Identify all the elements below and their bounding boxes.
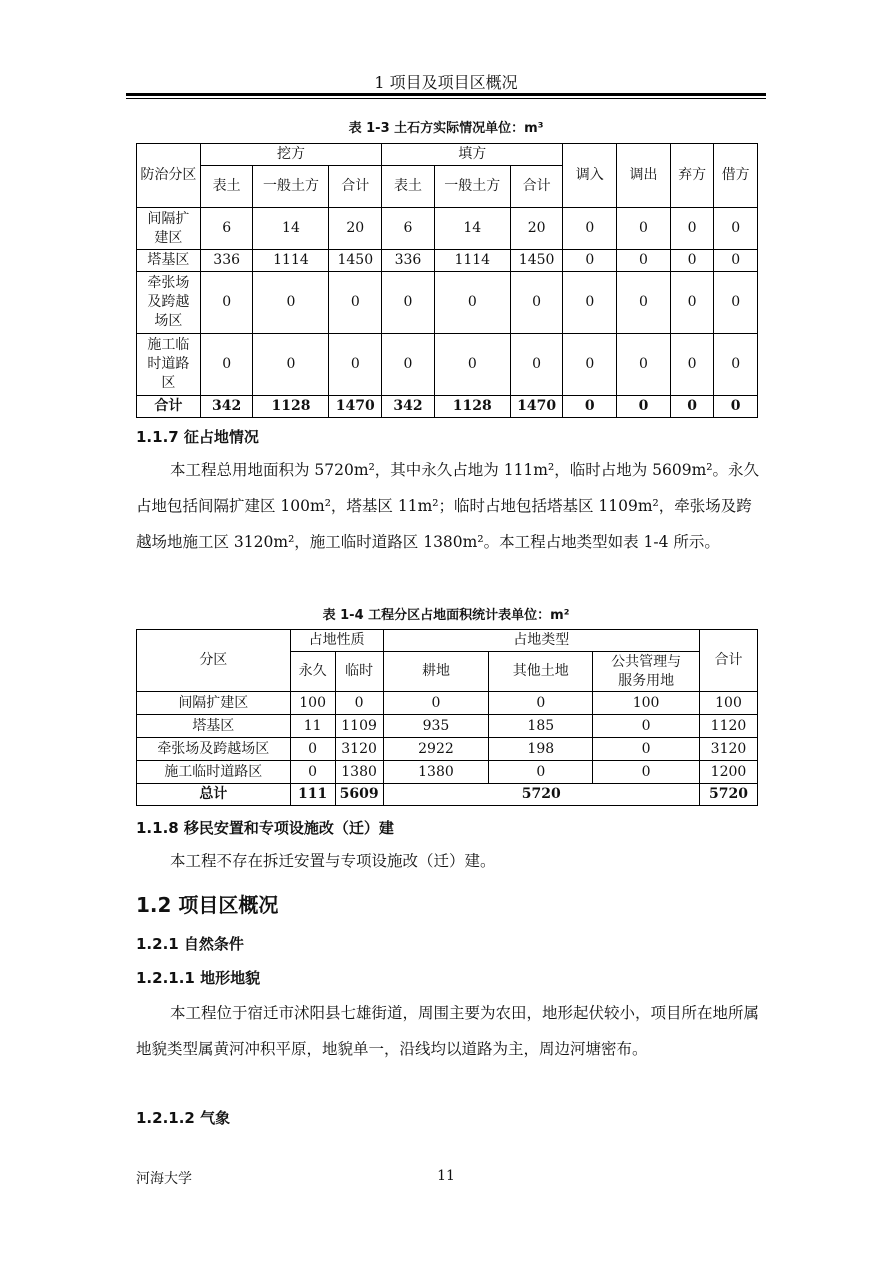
th-out: 调出 xyxy=(617,144,671,208)
table-cell: 14 xyxy=(253,208,329,250)
table-cell: 0 xyxy=(670,272,714,334)
table-cell: 0 xyxy=(670,334,714,396)
row-label: 间隔扩建区 xyxy=(137,692,291,715)
table-row xyxy=(137,334,758,396)
table-cell: 0 xyxy=(382,334,435,396)
table-cell: 20 xyxy=(510,208,563,250)
th-dig: 挖方 xyxy=(200,144,381,166)
table-cell: 0 xyxy=(489,761,593,784)
table-row xyxy=(137,738,758,761)
table-row xyxy=(137,761,758,784)
th-zone: 防治分区 xyxy=(137,144,201,208)
table-cell: 0 xyxy=(593,761,700,784)
table-cell: 1450 xyxy=(510,250,563,272)
table-cell: 0 xyxy=(290,738,335,761)
table-cell: 0 xyxy=(489,692,593,715)
table-cell: 0 xyxy=(563,272,617,334)
total-cell: 342 xyxy=(382,396,435,418)
table-cell: 1380 xyxy=(335,761,383,784)
table-cell: 0 xyxy=(200,334,253,396)
table-cell: 1114 xyxy=(434,250,510,272)
th-in: 调入 xyxy=(563,144,617,208)
table-cell: 0 xyxy=(200,272,253,334)
table-cell: 0 xyxy=(593,738,700,761)
table-cell: 0 xyxy=(714,208,758,250)
table-total-row xyxy=(137,396,758,418)
total-cell: 0 xyxy=(670,396,714,418)
header-rule-thick xyxy=(126,93,766,96)
th-total: 合计 xyxy=(699,630,757,692)
section-1-1-8-paragraph: 本工程不存在拆迁安置与专项设施改（迁）建。 xyxy=(170,852,496,870)
table-cell: 336 xyxy=(382,250,435,272)
table-cell: 0 xyxy=(714,250,758,272)
table-cell: 0 xyxy=(253,334,329,396)
table-cell: 336 xyxy=(200,250,253,272)
table-cell: 0 xyxy=(563,334,617,396)
table-cell: 1450 xyxy=(329,250,382,272)
section-1-2-1-2-heading: 1.2.1.2 气象 xyxy=(136,1109,231,1127)
table-cell: 20 xyxy=(329,208,382,250)
section-1-1-7-heading: 1.1.7 征占地情况 xyxy=(136,428,259,446)
table-cell: 0 xyxy=(670,250,714,272)
total-cell: 0 xyxy=(617,396,671,418)
table-cell: 100 xyxy=(290,692,335,715)
total-cell: 1128 xyxy=(253,396,329,418)
table-cell: 0 xyxy=(714,334,758,396)
total-label: 合计 xyxy=(137,396,201,418)
th-fill: 填方 xyxy=(382,144,563,166)
total-label: 总计 xyxy=(137,784,291,806)
total-cell: 1470 xyxy=(329,396,382,418)
table-cell: 0 xyxy=(510,334,563,396)
table-cell: 1114 xyxy=(253,250,329,272)
th-waste: 弃方 xyxy=(670,144,714,208)
table-cell: 6 xyxy=(200,208,253,250)
table-cell: 0 xyxy=(593,715,700,738)
table-cell: 2922 xyxy=(383,738,489,761)
table-cell: 0 xyxy=(617,208,671,250)
th-dig-subtotal: 合计 xyxy=(329,166,382,208)
table-cell: 0 xyxy=(434,334,510,396)
th-farmland: 耕地 xyxy=(383,652,489,692)
section-1-2-1-1-heading: 1.2.1.1 地形地貌 xyxy=(136,969,261,987)
section-1-1-7-paragraph: 本工程总用地面积为 5720m²，其中永久占地为 111m²，临时占地为 5609m²。永久占地包括间隔扩建区 100m²，塔基区 11m²；临时占地包括塔基区 1109m²，牵张场及跨越场地施工区 3120m²，施工临时道路区 1380m²。本工程占地类型如表 1-4 所示。 xyxy=(136,461,759,551)
row-label: 牵张场及跨越场区 xyxy=(137,272,201,334)
th-other-land: 其他土地 xyxy=(489,652,593,692)
table-row xyxy=(137,715,758,738)
total-cell: 5720 xyxy=(699,784,757,806)
total-cell: 5609 xyxy=(335,784,383,806)
th-nature: 占地性质 xyxy=(290,630,383,652)
table-cell: 6 xyxy=(382,208,435,250)
table-cell: 11 xyxy=(290,715,335,738)
table-cell: 100 xyxy=(699,692,757,715)
table-1-4 xyxy=(136,629,758,806)
table-cell: 0 xyxy=(617,250,671,272)
table-cell: 0 xyxy=(329,272,382,334)
table-row xyxy=(137,208,758,250)
th-public-land: 公共管理与服务用地 xyxy=(593,652,700,692)
th-zone: 分区 xyxy=(137,630,291,692)
table-1-4-caption: 表 1-4 工程分区占地面积统计表单位：m² xyxy=(322,608,570,623)
table-cell: 0 xyxy=(335,692,383,715)
table-cell: 1109 xyxy=(335,715,383,738)
total-cell: 5720 xyxy=(383,784,699,806)
table-cell: 935 xyxy=(383,715,489,738)
th-fill-topsoil: 表土 xyxy=(382,166,435,208)
page-number: 11 xyxy=(437,1168,455,1184)
row-label: 施工临时道路区 xyxy=(137,334,201,396)
th-fill-general: 一般土方 xyxy=(434,166,510,208)
total-cell: 111 xyxy=(290,784,335,806)
table-1-3 xyxy=(136,143,758,418)
total-cell: 342 xyxy=(200,396,253,418)
table-cell: 0 xyxy=(617,272,671,334)
th-dig-topsoil: 表土 xyxy=(200,166,253,208)
row-label: 间隔扩建区 xyxy=(137,208,201,250)
table-cell: 0 xyxy=(253,272,329,334)
total-cell: 0 xyxy=(714,396,758,418)
table-cell: 0 xyxy=(617,334,671,396)
table-cell: 0 xyxy=(434,272,510,334)
table-cell: 198 xyxy=(489,738,593,761)
table-cell: 0 xyxy=(510,272,563,334)
table-cell: 1200 xyxy=(699,761,757,784)
table-cell: 14 xyxy=(434,208,510,250)
table-cell: 100 xyxy=(593,692,700,715)
table-row xyxy=(137,250,758,272)
table-cell: 0 xyxy=(383,692,489,715)
table-cell: 0 xyxy=(563,208,617,250)
table-cell: 0 xyxy=(714,272,758,334)
row-label: 施工临时道路区 xyxy=(137,761,291,784)
th-type: 占地类型 xyxy=(383,630,699,652)
row-label: 牵张场及跨越场区 xyxy=(137,738,291,761)
table-cell: 0 xyxy=(290,761,335,784)
table-cell: 0 xyxy=(329,334,382,396)
th-permanent: 永久 xyxy=(290,652,335,692)
table-row xyxy=(137,272,758,334)
th-dig-general: 一般土方 xyxy=(253,166,329,208)
header-rule-thin xyxy=(126,98,766,99)
table-cell: 0 xyxy=(563,250,617,272)
section-1-2-heading: 1.2 项目区概况 xyxy=(136,893,279,917)
table-cell: 1120 xyxy=(699,715,757,738)
row-label: 塔基区 xyxy=(137,715,291,738)
table-cell: 3120 xyxy=(335,738,383,761)
table-cell: 185 xyxy=(489,715,593,738)
total-cell: 1470 xyxy=(510,396,563,418)
total-cell: 1128 xyxy=(434,396,510,418)
page-header: 1 项目及项目区概况 xyxy=(374,73,518,92)
table-cell: 3120 xyxy=(699,738,757,761)
footer-institution: 河海大学 xyxy=(136,1171,192,1187)
th-temporary: 临时 xyxy=(335,652,383,692)
total-cell: 0 xyxy=(563,396,617,418)
th-fill-subtotal: 合计 xyxy=(510,166,563,208)
section-1-2-1-1-paragraph: 本工程位于宿迁市沭阳县七雄街道，周围主要为农田，地形起伏较小，项目所在地所属地貌类型属黄河冲积平原，地貌单一，沿线均以道路为主，周边河塘密布。 xyxy=(136,1004,760,1058)
table-cell: 1380 xyxy=(383,761,489,784)
section-1-1-8-heading: 1.1.8 移民安置和专项设施改（迁）建 xyxy=(136,819,394,837)
table-1-3-caption: 表 1-3 土石方实际情况单位：m³ xyxy=(348,121,544,136)
table-cell: 0 xyxy=(382,272,435,334)
section-1-2-1-heading: 1.2.1 自然条件 xyxy=(136,935,244,953)
row-label: 塔基区 xyxy=(137,250,201,272)
table-total-row xyxy=(137,784,758,806)
table-row xyxy=(137,692,758,715)
table-cell: 0 xyxy=(670,208,714,250)
th-borrow: 借方 xyxy=(714,144,758,208)
